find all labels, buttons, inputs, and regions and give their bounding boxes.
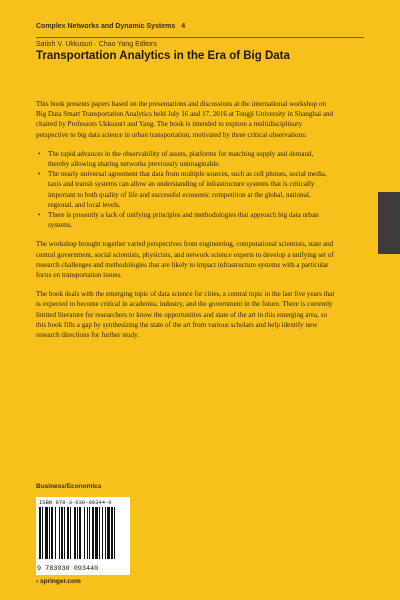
observation-item: • The rapid advances in the observability of assets, platforms for matching supply and demand, thereby allowing sharing networks previously unimaginable. (48, 149, 336, 169)
series-line (36, 23, 185, 30)
blurb (36, 99, 336, 349)
book-title: Transportation Analytics in the Era of Big Data (36, 50, 290, 62)
series-name: Complex Networks and Dynamic Systems (36, 23, 176, 30)
observations-list (36, 149, 336, 231)
observation-item: • The nearly universal agreement that data from multiple sources, such as cell phones, social media, taxis and transit systems can allow an understanding of infrastructure systems that is critically important to both quality of life and successful economic competition at the global, national, regional, and local levels. (48, 169, 336, 210)
observation-item: • There is presently a lack of unifying principles and methodologies that approach big data urban systems. (48, 210, 336, 230)
barcode-bars (39, 507, 127, 559)
intro-paragraph: This book presents papers based on the presentations and discussions at the international workshop on Big Data Smart Transportation Analytics held July 16 and 17, 2016 at Tongji University in Shanghai and chaired by Professors Ukkusuri and Yang. The book is intended to explore a multidisciplinary perspective to big data science in urban transportation, motivated by three critical observations: (36, 100, 334, 139)
header-rule (36, 37, 364, 38)
publisher-website: › springer.com (36, 578, 81, 585)
category-label: Business/Economics (36, 483, 102, 490)
isbn-label: ISBN 978-3-030-09344-0 (39, 499, 112, 506)
barcode (36, 497, 130, 575)
summary-paragraph: The book deals with the emerging topic of data science for cities, a central topic in the last five years that is expected to become critical in academia, industry, and the government in the future. There is currently limited literature for researchers to know the opportunities and state of the art in this emerging area, so this book fills a gap by synthesizing the state of the art from various scholars and help identify new research directions for further study. (36, 290, 335, 340)
workshop-paragraph: The workshop brought together varied perspectives from engineering, computational scientists, state and central government, social scientists, physicists, and network science experts to develop a unifying set of research challenges and methodologies that are likely to impact infrastructure systems with a particular focus on transportation issues. (36, 240, 334, 280)
editors: Satish V. Ukkusuri · Chao Yang Editors (36, 41, 157, 48)
spine-tab (378, 192, 400, 254)
barcode-number: 9 783030 093440 (37, 565, 99, 573)
series-volume: 4 (181, 23, 186, 30)
